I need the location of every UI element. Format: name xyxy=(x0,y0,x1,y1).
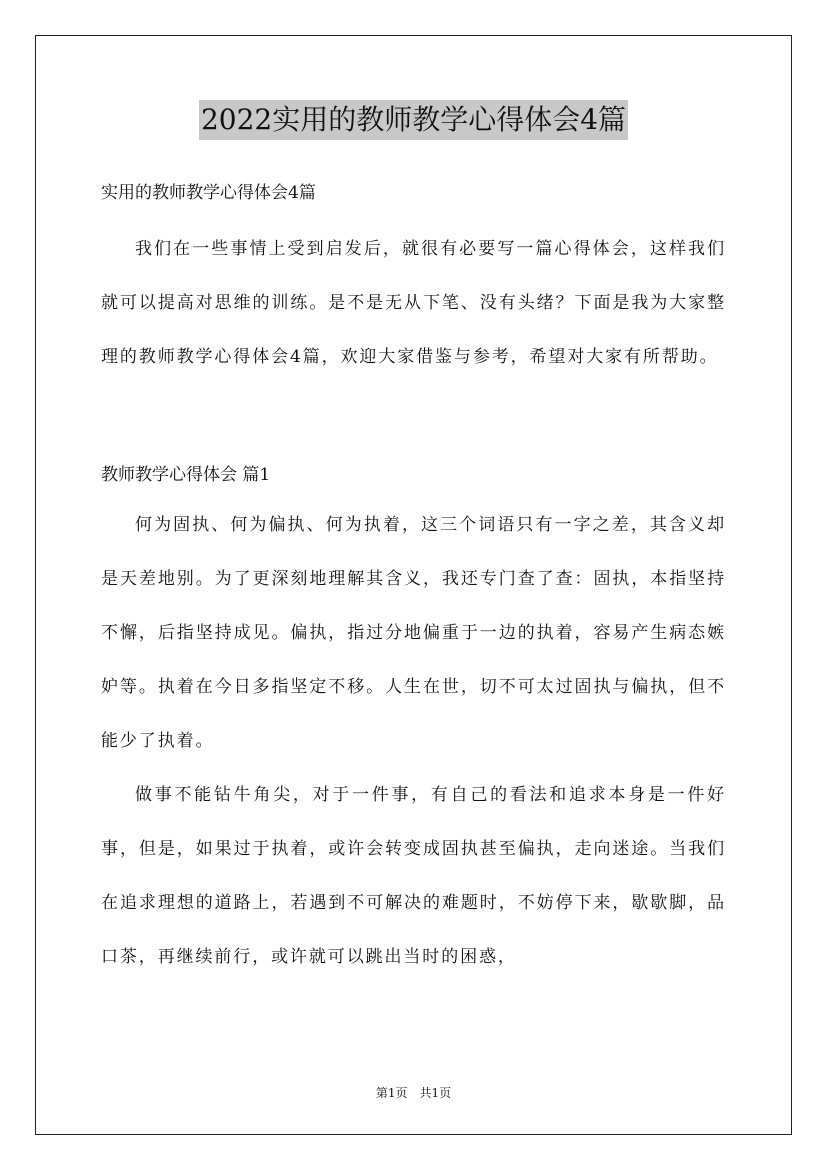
body-paragraph: 做事不能钻牛角尖，对于一件事，有自己的看法和追求本身是一件好事，但是，如果过于执着，或许会转变成固执甚至偏执，走向迷途。当我们在追求理想的道路上，若遇到不可解决的难题时，不妨停下来，歇歇脚，品口茶，再继续前行，或许就可以跳出当时的困惑， xyxy=(101,785,726,967)
document-title: 2022实用的教师教学心得体会4篇 xyxy=(199,100,628,140)
page-total: 共1页 xyxy=(419,1086,452,1100)
document-subtitle: 实用的教师教学心得体会4篇 xyxy=(101,183,316,203)
page-number: 第1页 xyxy=(375,1086,408,1100)
title-container xyxy=(0,100,827,140)
intro-paragraph: 我们在一些事情上受到启发后，就很有必要写一篇心得体会，这样我们就可以提高对思维的训练。是不是无从下笔、没有头绪？下面是我为大家整理的教师教学心得体会4篇，欢迎大家借鉴与参考，希望对大家有所帮助。 xyxy=(101,239,726,367)
body-paragraph: 何为固执、何为偏执、何为执着，这三个词语只有一字之差，其含义却是天差地别。为了更深刻地理解其含义，我还专门查了查：固执，本指坚持不懈，后指坚持成见。偏执，指过分地偏重于一边的执着，容易产生病态嫉妒等。执着在今日多指坚定不移。人生在世，切不可太过固执与偏执，但不能少了执着。 xyxy=(101,515,726,751)
page-footer xyxy=(0,1085,827,1101)
document-body xyxy=(101,170,726,984)
section-heading: 教师教学心得体会 篇1 xyxy=(101,465,271,485)
